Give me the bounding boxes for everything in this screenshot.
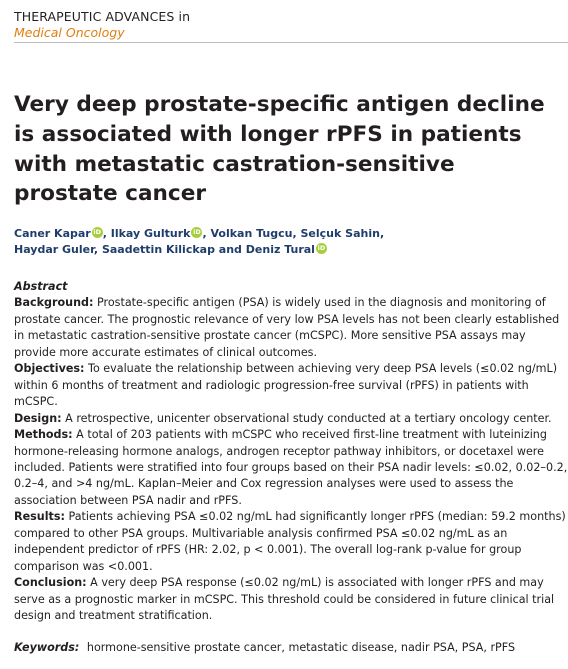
section-label: Objectives: [14, 362, 85, 376]
author-line-1 [14, 226, 554, 242]
section-text: A total of 203 patients with mCSPC who received first-line treatment with luteinizing hormone-releasing hormone analogs, androgen receptor pathway inhibitors, or docetaxel were included. Patients were stratified into four groups based on their PSA nadir levels: ≤0.02, 0.02–0.2, 0.2–4, and >4 ng/mL. Kaplan–Meier and Cox regression analyses were used to assess the association between PSA nadir and rPFS. [14, 428, 568, 507]
author-name[interactable]: Haydar Guler [14, 242, 94, 256]
journal-name: THERAPEUTIC ADVANCES in [14, 9, 191, 24]
section-text: Prostate-specific antigen (PSA) is widely used in the diagnosis and monitoring of prostate cancer. The prognostic relevance of very low PSA levels has not been clearly established in metastatic castration-sensitive prostate cancer (mCSPC). More sensitive PSA assays may provide more accurate estimates of clinical outcomes. [14, 296, 560, 359]
section-label: Methods: [14, 428, 73, 442]
author-name[interactable]: Caner Kapar [14, 227, 91, 240]
orcid-icon[interactable]: iD [317, 243, 326, 252]
author-name[interactable]: Volkan Tugcu [210, 227, 293, 240]
header-divider [14, 42, 568, 43]
orcid-icon[interactable]: iD [93, 228, 102, 236]
author-separator: , [93, 242, 102, 256]
author-name[interactable]: Selçuk Sahin [300, 227, 380, 240]
keywords-label: Keywords: [14, 641, 80, 654]
section-text: To evaluate the relationship between achieving very deep PSA levels (≤0.02 ng/mL) within 6 months of treatment and radiologic progression-free survival (rPFS) in patients with mCSPC. [14, 362, 558, 409]
section-text: A retrospective, unicenter observational study conducted at a tertiary oncology center. [65, 411, 552, 425]
orcid-icon[interactable]: iD [193, 228, 201, 236]
journal-header [14, 9, 568, 40]
author-separator: , [379, 227, 385, 240]
section-label: Results: [14, 510, 65, 524]
section-label: Conclusion: [14, 576, 87, 590]
keywords [14, 640, 568, 656]
abstract-methods [14, 427, 568, 509]
article-title: Very deep prostate-specific antigen decline is associated with longer rPFS in patients with metastatic castration-sensitive prostate cancer [14, 92, 545, 207]
author-name[interactable]: Deniz Tural [245, 242, 315, 256]
abstract-results [14, 509, 568, 575]
abstract-design [14, 411, 568, 427]
abstract-conclusion [14, 575, 568, 624]
author-separator: and [214, 242, 246, 256]
section-label: Background: [14, 296, 94, 310]
section-label: Design: [14, 411, 62, 425]
author-separator: , [202, 227, 211, 240]
keywords-text: hormone-sensitive prostate cancer, metastatic disease, nadir PSA, PSA, rPFS [86, 641, 516, 654]
journal-subtitle: Medical Oncology [14, 25, 125, 40]
author-list [14, 226, 554, 257]
author-separator: , [102, 227, 111, 240]
author-separator: , [292, 227, 301, 240]
abstract [14, 279, 568, 625]
abstract-heading: Abstract [14, 280, 68, 293]
section-text: A very deep PSA response (≤0.02 ng/mL) is associated with longer rPFS and may serve as a prognostic marker in mCSPC. This threshold could be considered in future clinical trial design and treatment stratification. [14, 576, 555, 623]
author-name[interactable]: Ilkay Gulturk [110, 227, 191, 240]
abstract-background [14, 295, 568, 361]
author-name[interactable]: Saadettin Kilickap [101, 242, 215, 256]
abstract-objectives [14, 361, 568, 410]
author-line-2 [14, 242, 554, 258]
section-text: Patients achieving PSA ≤0.02 ng/mL had significantly longer rPFS (median: 59.2 months) compared to other PSA groups. Multivariable analysis confirmed PSA ≤0.02 ng/mL as an independent predictor of rPFS (HR: 2.02, p < 0.001). The overall log-rank p-value for group comparison was <0.001. [14, 510, 566, 573]
